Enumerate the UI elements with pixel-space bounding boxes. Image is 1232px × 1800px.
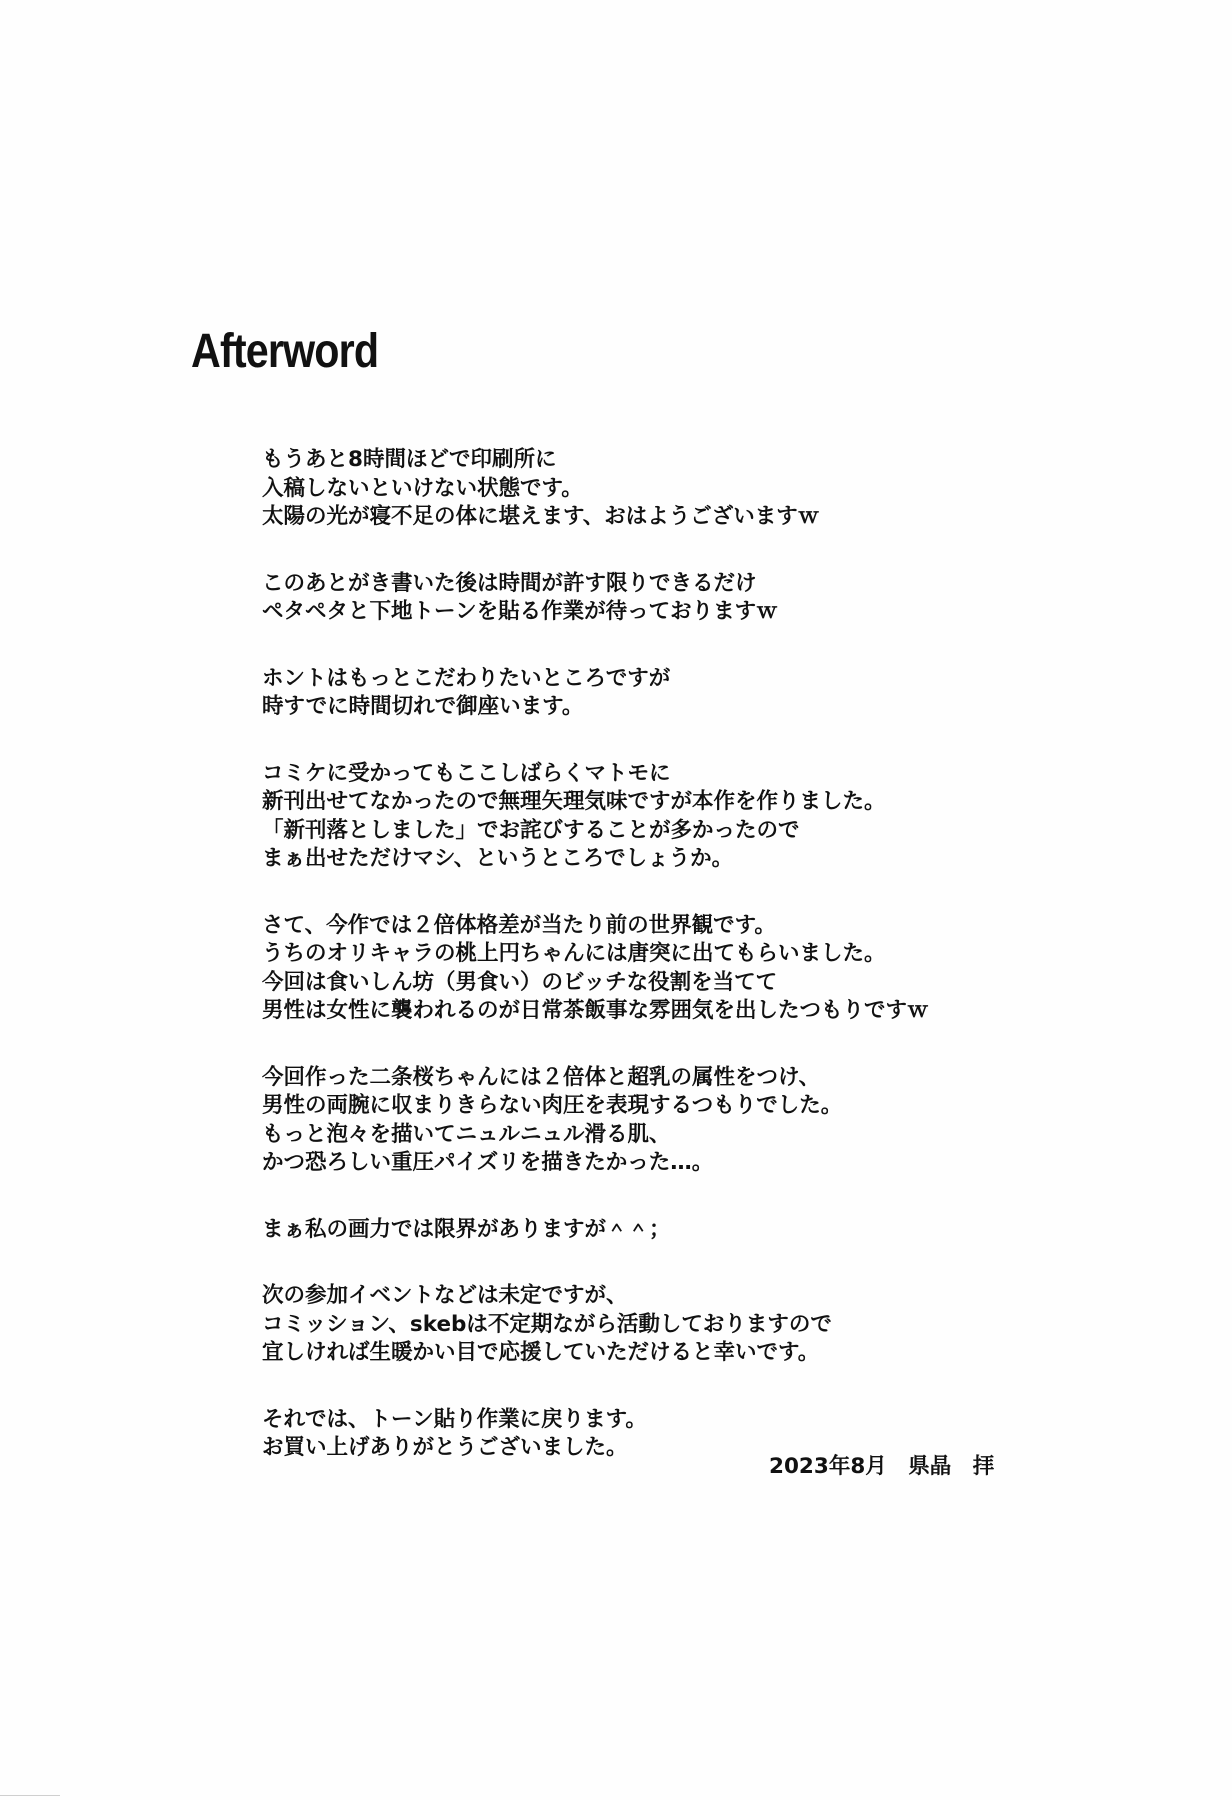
text-line: 太陽の光が寝不足の体に堪えます、おはようございますｗ xyxy=(262,504,820,529)
text-line: まぁ出せただけマシ、というところでしょうか。 xyxy=(262,846,734,871)
text-line: お買い上げありがとうございました。 xyxy=(262,1435,628,1460)
text-line: まぁ私の画力では限界がありますが＾＾； xyxy=(262,1216,671,1242)
signature-date: 2023年8月 県晶 拝 xyxy=(769,1454,995,1479)
text-line: 新刊出せてなかったので無理矢理気味ですが本作を作りました。 xyxy=(262,789,886,814)
text-line: 時すでに時間切れで御座います。 xyxy=(262,694,584,719)
text-line: うちのオリキャラの桃上円ちゃんには唐突に出てもらいました。 xyxy=(262,941,886,966)
text-line: コミケに受かってもここしばらくマトモに xyxy=(262,760,671,786)
text-line: 今回は食いしん坊（男食い）のビッチな役割を当てて xyxy=(262,969,778,995)
paragraph-2 xyxy=(262,570,1062,627)
paragraph-4 xyxy=(262,760,1062,874)
paragraph-1 xyxy=(262,446,1062,532)
text-line: ペタペタと下地トーンを貼る作業が待っておりますｗ xyxy=(262,599,778,624)
paragraph-6 xyxy=(262,1064,1062,1178)
paragraph-7 xyxy=(262,1216,1062,1245)
text-line: もうあと8時間ほどで印刷所に xyxy=(262,447,557,472)
paragraph-8 xyxy=(262,1282,1062,1368)
text-line: 今回作った二条桜ちゃんには２倍体と超乳の属性をつけ、 xyxy=(262,1064,821,1090)
text-line: このあとがき書いた後は時間が許す限りできるだけ xyxy=(262,570,757,596)
page-title: Afterword xyxy=(191,325,379,378)
text-line: ホントはもっとこだわりたいところですが xyxy=(262,665,671,691)
paragraph-3 xyxy=(262,665,1062,722)
text-line: それでは、トーン貼り作業に戻ります。 xyxy=(262,1406,647,1432)
text-line: もっと泡々を描いてニュルニュル滑る肌、 xyxy=(262,1121,671,1147)
text-line: 男性の両腕に収まりきらない肉圧を表現するつもりでした。 xyxy=(262,1093,843,1118)
text-line: かつ恐ろしい重圧パイズリを描きたかった…。 xyxy=(262,1150,714,1175)
scan-edge-line xyxy=(0,1795,60,1796)
text-line: 次の参加イベントなどは未定ですが、 xyxy=(262,1283,628,1308)
text-line: 宜しければ生暖かい目で応援していただけると幸いです。 xyxy=(262,1340,820,1365)
text-line: コミッション、skebは不定期ながら活動しておりますので xyxy=(262,1311,832,1337)
text-line: さて、今作では２倍体格差が当たり前の世界観です。 xyxy=(262,912,776,938)
text-line: 入稿しないといけない状態です。 xyxy=(262,475,583,501)
afterword-body xyxy=(262,446,1062,1501)
text-line: 「新刊落としました」でお詫びすることが多かったので xyxy=(262,817,800,843)
paragraph-5 xyxy=(262,912,1062,1026)
text-line: 男性は女性に襲われるのが日常茶飯事な雰囲気を出したつもりですｗ xyxy=(262,998,929,1023)
